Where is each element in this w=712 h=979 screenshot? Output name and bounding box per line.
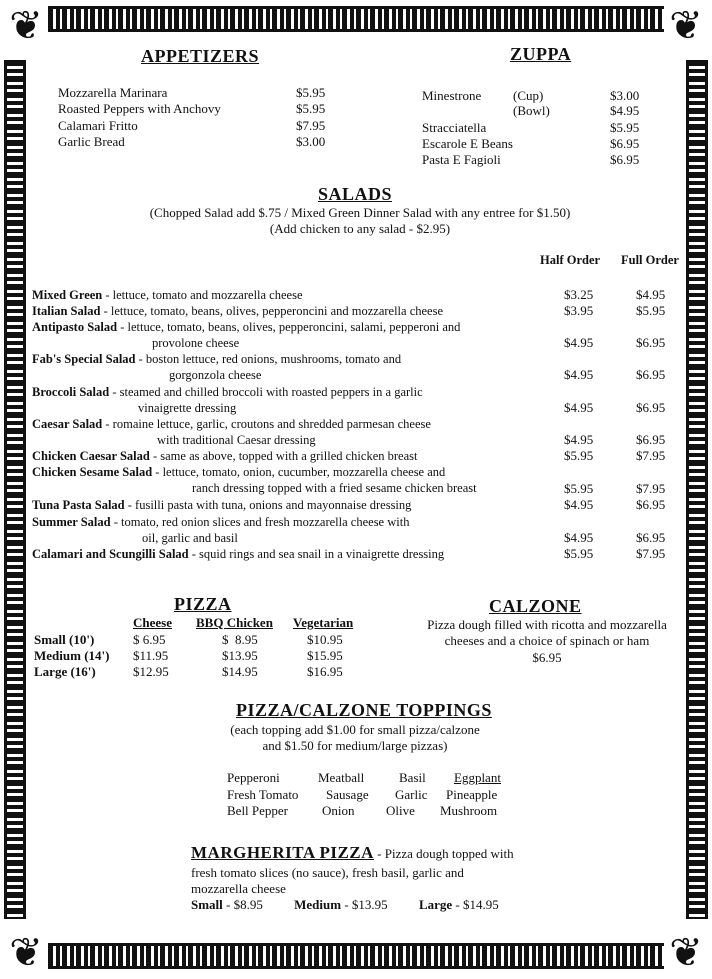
- topping-item: Pepperoni: [227, 770, 280, 785]
- salad-desc: - lettuce, tomato and mozzarella cheese: [102, 288, 303, 302]
- corner-ornament-icon: ❦: [9, 930, 43, 976]
- calzone-heading: CALZONE: [489, 596, 582, 616]
- full-price: $6.95: [636, 497, 666, 512]
- corner-ornament-icon: ❦: [669, 930, 703, 976]
- pizza-size: Small (10'): [34, 632, 95, 647]
- margherita-size: Medium: [294, 897, 342, 912]
- decorative-border-bottom: [48, 943, 664, 969]
- appetizers-heading: APPETIZERS: [141, 46, 260, 66]
- margherita-line: [191, 843, 514, 863]
- half-price: $5.95: [564, 448, 594, 463]
- salad-desc: - lettuce, tomato, beans, olives, pepperoncini, salami, pepperoni and: [117, 320, 461, 334]
- pizza-price: $12.95: [133, 664, 169, 679]
- item-price: $7.95: [296, 118, 326, 133]
- margherita-desc: mozzarella cheese: [191, 881, 286, 896]
- corner-ornament-icon: ❦: [9, 3, 43, 49]
- salad-desc: - romaine lettuce, garlic, croutons and shredded parmesan cheese: [102, 417, 431, 431]
- toppings-note: and $1.50 for medium/large pizzas): [262, 738, 448, 753]
- topping-item: Pineapple: [446, 787, 498, 802]
- salad-name: Calamari and Scungilli Salad: [32, 547, 189, 561]
- item-price: $3.00: [610, 88, 640, 103]
- topping-item: Olive: [386, 803, 415, 818]
- full-price: $4.95: [636, 287, 666, 302]
- decorative-border-left: [4, 60, 26, 919]
- full-price: $6.95: [636, 335, 666, 350]
- half-price: $5.95: [564, 546, 594, 561]
- list-item: [32, 497, 562, 513]
- full-price: $6.95: [636, 530, 666, 545]
- full-order-header: Full Order: [621, 253, 679, 267]
- salad-desc: - lettuce, tomato, beans, olives, pepperoncini and mozzarella cheese: [100, 304, 444, 318]
- margherita-price: - $14.95: [452, 897, 499, 912]
- calzone-price: $6.95: [532, 650, 562, 665]
- list-item: [32, 351, 562, 383]
- item-price: $6.95: [610, 136, 640, 151]
- salad-desc: - fusilli pasta with tuna, onions and mayonnaise dressing: [124, 498, 412, 512]
- salad-desc-cont: gorgonzola cheese: [169, 368, 262, 382]
- salad-desc: - lettuce, tomato, onion, cucumber, mozzarella cheese and: [152, 465, 446, 479]
- margherita-price: - $13.95: [341, 897, 388, 912]
- full-price: $6.95: [636, 400, 666, 415]
- salad-desc: - tomato, red onion slices and fresh mozzarella cheese with: [110, 515, 410, 529]
- salad-desc-cont: provolone cheese: [152, 336, 240, 350]
- half-price: $3.95: [564, 303, 594, 318]
- half-order-header: Half Order: [540, 253, 601, 267]
- list-item: [32, 319, 572, 351]
- topping-item: Garlic: [395, 787, 428, 802]
- pizza-price: $10.95: [307, 632, 343, 647]
- salads-note: (Add chicken to any salad - $2.95): [269, 221, 451, 236]
- salad-desc-cont: ranch dressing topped with a fried sesame chicken breast: [192, 481, 477, 495]
- salad-desc: - boston lettuce, red onions, mushrooms, tomato and: [135, 352, 402, 366]
- pizza-size: Large (16'): [34, 664, 96, 679]
- item-size: (Bowl): [513, 103, 550, 118]
- list-item: Pasta E Fagioli: [422, 152, 501, 167]
- pizza-price: $16.95: [307, 664, 343, 679]
- pizza-price: $14.95: [222, 664, 258, 679]
- salad-name: Broccoli Salad: [32, 385, 110, 399]
- full-price: $7.95: [636, 546, 666, 561]
- half-price: $4.95: [564, 367, 594, 382]
- list-item: Calamari Fritto: [58, 118, 138, 133]
- salad-desc-cont: oil, garlic and basil: [142, 531, 238, 545]
- salad-name: Fab's Special Salad: [32, 352, 136, 366]
- item-price: $4.95: [610, 103, 640, 118]
- pizza-price: $15.95: [307, 648, 343, 663]
- list-item: Roasted Peppers with Anchovy: [58, 101, 221, 116]
- corner-ornament-icon: ❦: [669, 3, 703, 49]
- half-price: $4.95: [564, 400, 594, 415]
- list-item: [32, 448, 562, 464]
- list-item: Garlic Bread: [58, 134, 125, 149]
- full-price: $7.95: [636, 448, 666, 463]
- salad-desc: - same as above, topped with a grilled chicken breast: [149, 449, 418, 463]
- decorative-border-right: [686, 60, 708, 919]
- salad-name: Mixed Green: [32, 288, 103, 302]
- list-item: [32, 514, 562, 546]
- topping-item: Mushroom: [440, 803, 498, 818]
- item-price: $5.95: [610, 120, 640, 135]
- topping-item: Fresh Tomato: [227, 787, 299, 802]
- margherita-prices: [191, 897, 499, 913]
- half-price: $4.95: [564, 497, 594, 512]
- list-item: Mozzarella Marinara: [58, 85, 168, 100]
- zuppa-heading: ZUPPA: [510, 44, 572, 64]
- list-item: [32, 303, 562, 319]
- list-item: Stracciatella: [422, 120, 487, 135]
- salad-desc-cont: vinaigrette dressing: [138, 401, 237, 415]
- decorative-border-top: [48, 6, 664, 32]
- toppings-heading: PIZZA/CALZONE TOPPINGS: [236, 700, 492, 720]
- list-item: [32, 384, 562, 416]
- list-item: [32, 416, 562, 448]
- calzone-desc: cheeses and a choice of spinach or ham: [444, 633, 650, 648]
- pizza-price: $11.95: [133, 648, 169, 663]
- salad-desc: - squid rings and sea snail in a vinaigrette dressing: [188, 547, 445, 561]
- half-price: $4.95: [564, 432, 594, 447]
- list-item: Minestrone: [422, 88, 482, 103]
- pizza-price: $ 6.95: [133, 632, 166, 647]
- margherita-size: Small: [191, 897, 223, 912]
- pizza-heading: PIZZA: [174, 594, 232, 614]
- salad-name: Antipasto Salad: [32, 320, 118, 334]
- salad-name: Italian Salad: [32, 304, 101, 318]
- full-price: $6.95: [636, 367, 666, 382]
- salad-desc: - steamed and chilled broccoli with roasted peppers in a garlic: [109, 385, 423, 399]
- pizza-price: $13.95: [222, 648, 258, 663]
- half-price: $4.95: [564, 530, 594, 545]
- item-size: (Cup): [513, 88, 544, 103]
- full-price: $5.95: [636, 303, 666, 318]
- topping-item: Bell Pepper: [227, 803, 289, 818]
- item-price: $6.95: [610, 152, 640, 167]
- item-price: $5.95: [296, 85, 326, 100]
- salad-name: Summer Salad: [32, 515, 111, 529]
- calzone-desc: Pizza dough filled with ricotta and mozzarella: [427, 617, 667, 632]
- list-item: [32, 464, 572, 496]
- half-price: $5.95: [564, 481, 594, 496]
- margherita-price: - $8.95: [222, 897, 263, 912]
- salad-desc-cont: with traditional Caesar dressing: [157, 433, 316, 447]
- topping-item: Meatball: [318, 770, 365, 785]
- salad-name: Caesar Salad: [32, 417, 103, 431]
- pizza-col-header: Cheese: [133, 615, 172, 630]
- half-price: $3.25: [564, 287, 594, 302]
- salad-name: Chicken Sesame Salad: [32, 465, 153, 479]
- full-price: $7.95: [636, 481, 666, 496]
- item-price: $3.00: [296, 134, 326, 149]
- margherita-desc: fresh tomato slices (no sauce), fresh basil, garlic and: [191, 865, 464, 880]
- salads-heading: SALADS: [318, 184, 393, 204]
- item-price: $5.95: [296, 101, 326, 116]
- margherita-desc: - Pizza dough topped with: [373, 846, 514, 861]
- margherita-size: Large: [418, 897, 453, 912]
- topping-item: Basil: [399, 770, 426, 785]
- pizza-size: Medium (14'): [34, 648, 110, 663]
- salads-note: (Chopped Salad add $.75 / Mixed Green Dinner Salad with any entree for $1.50): [149, 205, 571, 220]
- list-item: [32, 287, 562, 303]
- salad-name: Tuna Pasta Salad: [32, 498, 125, 512]
- list-item: [32, 546, 562, 562]
- full-price: $6.95: [636, 432, 666, 447]
- pizza-price: $ 8.95: [222, 632, 258, 647]
- half-price: $4.95: [564, 335, 594, 350]
- topping-item: Eggplant: [454, 770, 501, 785]
- salad-name: Chicken Caesar Salad: [32, 449, 150, 463]
- margherita-heading: MARGHERITA PIZZA: [191, 843, 374, 862]
- pizza-col-header: Vegetarian: [293, 615, 354, 630]
- pizza-col-header: BBQ Chicken: [196, 615, 273, 630]
- topping-item: Sausage: [326, 787, 369, 802]
- toppings-note: (each topping add $1.00 for small pizza/calzone: [230, 722, 480, 737]
- list-item: Escarole E Beans: [422, 136, 513, 151]
- topping-item: Onion: [322, 803, 355, 818]
